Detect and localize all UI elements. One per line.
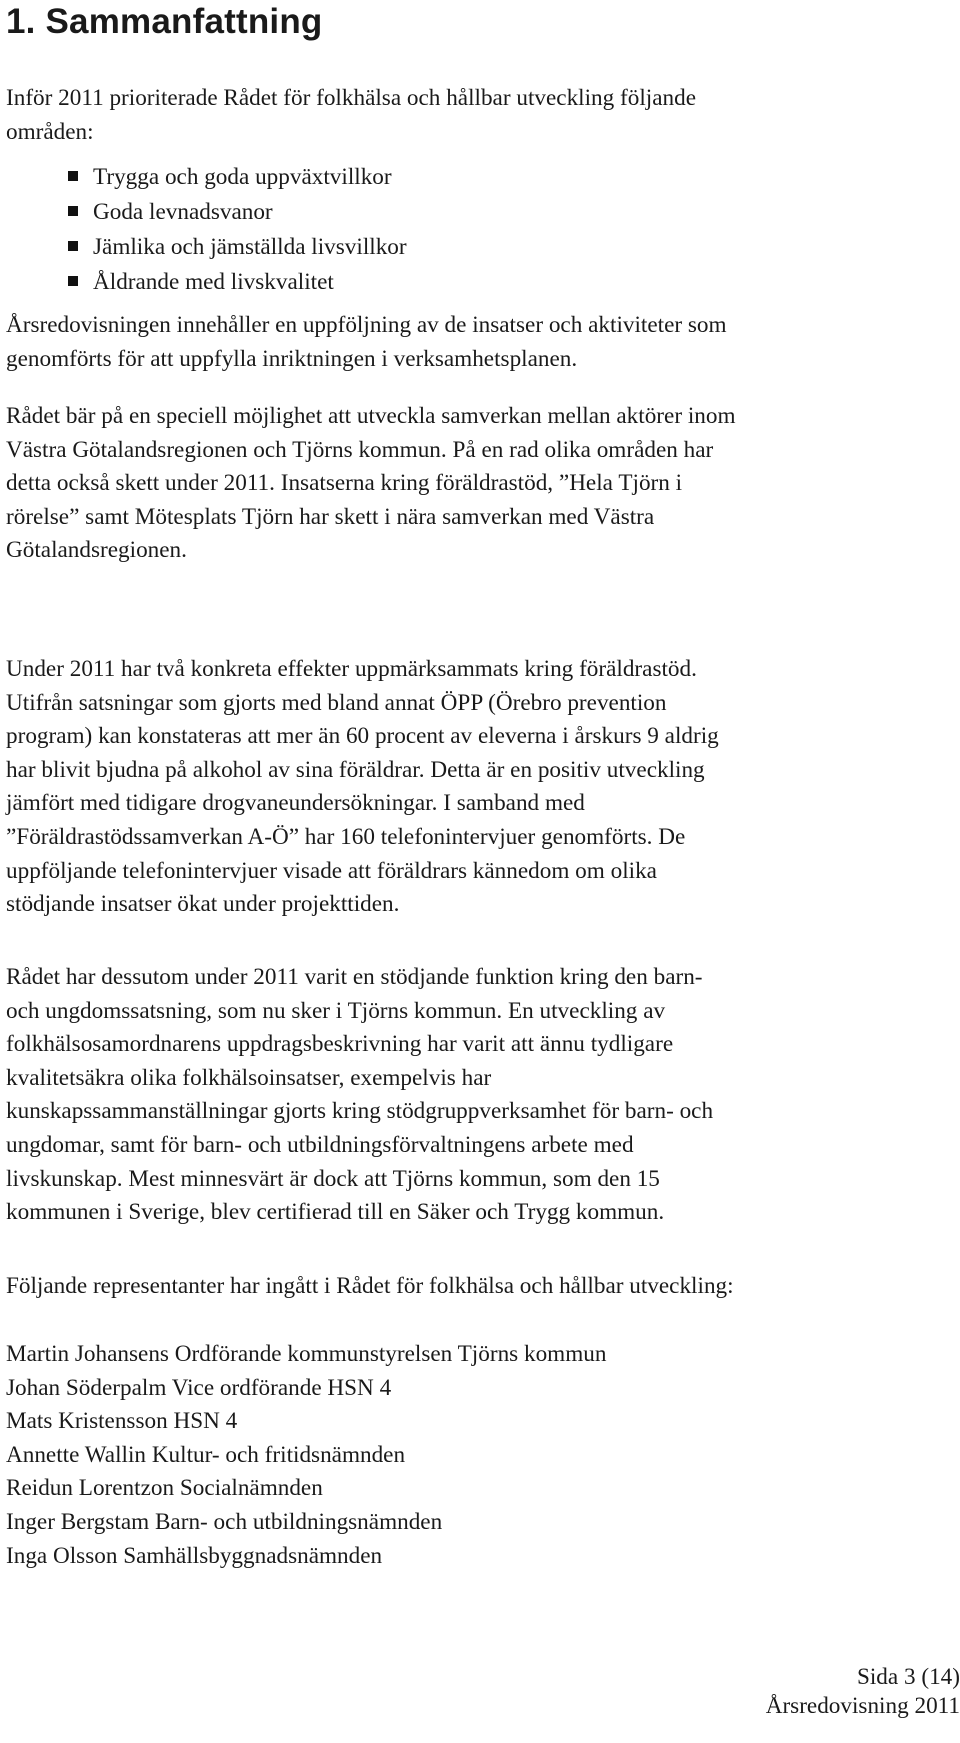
text-line: områden:: [6, 118, 94, 145]
square-bullet-icon: [68, 241, 78, 251]
list-item-label: Trygga och goda uppväxtvillkor: [93, 164, 392, 190]
text-line: Följande representanter har ingått i Rådet för folkhälsa och hållbar utveckling:: [6, 1273, 734, 1299]
square-bullet-icon: [68, 276, 78, 286]
text-line: Götalandsregionen.: [6, 537, 187, 564]
list-item-label: Jämlika och jämställda livsvillkor: [93, 234, 407, 260]
paragraph-cooperation: [6, 400, 954, 568]
text-line: Inför 2011 prioriterade Rådet för folkhälsa och hållbar utveckling följande: [6, 85, 697, 111]
page-number: Sida 3 (14): [856, 1664, 960, 1690]
text-line: uppföljande telefonintervjuer visade att föräldrars kännedom om olika: [6, 857, 657, 884]
text-line: Västra Götalandsregionen och Tjörns kommun. På en rad olika områden har: [6, 436, 714, 463]
text-line: kommunen i Sverige, blev certifierad till en Säker och Trygg kommun.: [6, 1199, 665, 1226]
member-item: Annette Wallin Kultur- och fritidsnämnden: [6, 1441, 406, 1468]
text-line: har blivit bjudna på alkohol av sina föräldrar. Detta är en positiv utveckling: [6, 756, 705, 783]
text-line: folkhälsosamordnarens uppdragsbeskrivning har varit att ännu tydligare: [6, 1031, 674, 1058]
paragraph-parental-support: [6, 653, 954, 922]
text-line: ”Föräldrastödssamverkan A-Ö” har 160 telefonintervjuer genomförts. De: [6, 823, 686, 850]
square-bullet-icon: [68, 171, 78, 181]
member-list: [6, 1338, 606, 1573]
text-line: rörelse” samt Mötesplats Tjörn har skett i nära samverkan med Västra: [6, 503, 655, 530]
list-item: [0, 230, 407, 265]
text-line: program) kan konstateras att mer än 60 procent av eleverna i årskurs 9 aldrig: [6, 723, 719, 750]
member-item: Reidun Lorentzon Socialnämnden: [6, 1475, 323, 1502]
list-item: [0, 265, 407, 300]
text-line: detta också skett under 2011. Insatserna kring föräldrastöd, ”Hela Tjörn i: [6, 470, 683, 497]
list-item: [0, 160, 407, 195]
document-title-footer: Årsredovisning 2011: [765, 1693, 960, 1719]
paragraph-report-summary: [6, 309, 954, 376]
text-line: Under 2011 har två konkreta effekter uppmärksammats kring föräldrastöd.: [6, 656, 697, 682]
text-line: Årsredovisningen innehåller en uppföljning av de insatser och aktiviteter som: [6, 312, 727, 338]
list-item: [0, 195, 407, 230]
text-line: jämfört med tidigare drogvaneundersökningar. I samband med: [6, 790, 585, 817]
section-heading: 1. Sammanfattning: [6, 2, 323, 41]
paragraph-youth-initiative: [6, 961, 954, 1230]
member-item: Martin Johansens Ordförande kommunstyrelsen Tjörns kommun: [6, 1341, 607, 1367]
text-line: Utifrån satsningar som gjorts med bland annat ÖPP (Örebro prevention: [6, 689, 667, 716]
member-item: Mats Kristensson HSN 4: [6, 1408, 238, 1435]
text-line: Rådet bär på en speciell möjlighet att utveckla samverkan mellan aktörer inom: [6, 403, 736, 429]
text-line: Rådet har dessutom under 2011 varit en stödjande funktion kring den barn-: [6, 964, 703, 990]
member-item: Inga Olsson Samhällsbyggnadsnämnden: [6, 1542, 383, 1569]
intro-paragraph: [6, 82, 954, 149]
member-item: Johan Söderpalm Vice ordförande HSN 4: [6, 1374, 392, 1401]
text-line: stödjande insatser ökat under projekttiden.: [6, 891, 400, 918]
priority-list: [0, 160, 407, 300]
text-line: genomförts för att uppfylla inriktningen i verksamhetsplanen.: [6, 345, 578, 372]
square-bullet-icon: [68, 206, 78, 216]
list-item-label: Åldrande med livskvalitet: [93, 269, 334, 295]
member-item: Inger Bergstam Barn- och utbildningsnämnden: [6, 1508, 443, 1535]
text-line: ungdomar, samt för barn- och utbildningsförvaltningens arbete med: [6, 1131, 634, 1158]
list-item-label: Goda levnadsvanor: [93, 199, 273, 225]
text-line: och ungdomssatsning, som nu sker i Tjörns kommun. En utveckling av: [6, 997, 666, 1024]
text-line: livskunskap. Mest minnesvärt är dock att Tjörns kommun, som den 15: [6, 1165, 660, 1192]
text-line: kunskapssammanställningar gjorts kring stödgruppverksamhet för barn- och: [6, 1098, 714, 1125]
text-line: kvalitetsäkra olika folkhälsoinsatser, exempelvis har: [6, 1064, 492, 1091]
paragraph-representatives-intro: [6, 1270, 954, 1304]
